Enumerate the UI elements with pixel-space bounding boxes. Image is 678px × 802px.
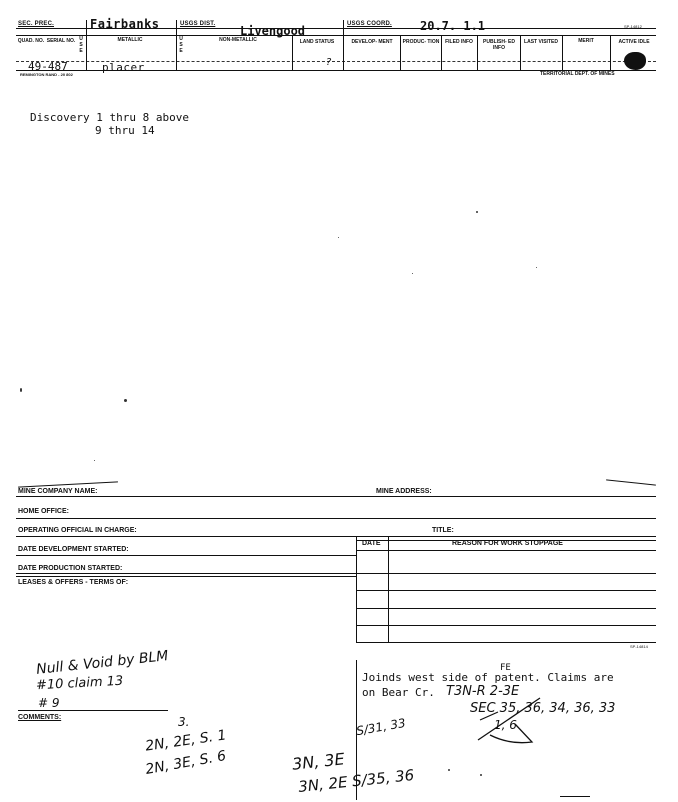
dept-label: TERRITORIAL DEPT. OF MINES — [540, 71, 615, 77]
handwritten-sections: SEC 35, 36, 34, 36, 33 — [470, 701, 616, 716]
nonmetallic-label: NON-METALLIC — [219, 37, 257, 43]
land-status-value: ? — [326, 57, 332, 68]
home-office-label: HOME OFFICE: — [18, 508, 69, 515]
metallic-value: placer — [102, 61, 145, 74]
development-label: DEVELOP- MENT — [351, 39, 393, 45]
filed-info-label: FILED INFO — [445, 39, 473, 45]
production-label: PRODUC- TION — [402, 39, 440, 45]
scan-speck — [476, 211, 478, 213]
usgs-coord-label: USGS COORD. — [347, 21, 392, 27]
scan-speck — [536, 267, 537, 268]
prod-started-label: DATE PRODUCTION STARTED: — [18, 565, 123, 572]
form-number-2: SP-14814 — [630, 644, 648, 649]
handwritten-coord-a1: 3. — [178, 715, 190, 729]
last-visited-label: LAST VISITED — [524, 39, 558, 45]
printer-note: REMINGTON RAND - 20 802 — [20, 72, 73, 77]
handwritten-coord-b3: 3N, 2E S/35, 36 — [297, 765, 415, 797]
scan-speck — [94, 460, 95, 461]
scan-speck — [20, 388, 22, 392]
scan-speck — [338, 237, 339, 238]
scan-speck — [480, 774, 482, 776]
sec-prec-value: Fairbanks — [90, 17, 160, 31]
active-status-dot — [624, 52, 646, 70]
handwritten-coord-b1: S/31, 33 — [355, 715, 407, 739]
sec-prec-label: SEC. PREC. — [18, 21, 55, 27]
land-status-label: LAND STATUS — [299, 39, 335, 45]
dev-started-label: DATE DEVELOPMENT STARTED: — [18, 546, 129, 553]
discovery-line-2: 9 thru 14 — [95, 124, 155, 137]
quad-no-label: QUAD. NO. — [17, 38, 45, 44]
usgs-coord-value: 20.7. 1.1 — [420, 19, 486, 33]
use-label-metallic: U S E — [79, 36, 83, 54]
handwritten-strokes — [470, 690, 560, 750]
usgs-dist-value: Livengood — [240, 24, 306, 38]
handwritten-coord-b2: 3N, 3E — [291, 749, 346, 774]
date-col-label: DATE — [362, 540, 381, 547]
active-idle-label: ACTIVE IDLE — [618, 39, 650, 45]
mine-address-label: MINE ADDRESS: — [376, 488, 432, 495]
scan-speck — [124, 399, 127, 402]
published-info-label: PUBLISH- ED INFO — [483, 39, 515, 51]
merit-label: MERIT — [578, 38, 594, 44]
usgs-dist-label: USGS DIST. — [180, 21, 216, 27]
form-number: SP-14812 — [624, 24, 642, 29]
scan-speck — [448, 769, 450, 771]
metallic-label: METALLIC — [117, 37, 143, 43]
reason-col-label: REASON FOR WORK STOPPAGE — [452, 540, 563, 547]
use-label-nonmetallic: U S E — [179, 36, 183, 54]
operating-official-label: OPERATING OFFICIAL IN CHARGE: — [18, 527, 137, 534]
handwritten-null-void: Null & Void by BLM — [35, 648, 170, 678]
typed-fe: FE — [500, 663, 511, 673]
handwritten-coord-a2: 2N, 2E, S. 1 — [144, 727, 228, 755]
quad-serial-value: 49-487 — [28, 60, 68, 73]
handwritten-number: # 9 — [38, 696, 60, 710]
handwritten-township: T3N-R 2-3E — [446, 684, 520, 699]
handwritten-claim-note: #10 claim 13 — [35, 673, 124, 694]
handwritten-sections-2: 1, 6 — [494, 718, 517, 732]
handwritten-coord-a3: 2N, 3E, S. 6 — [144, 748, 228, 778]
mine-company-label: MINE COMPANY NAME: — [18, 488, 98, 495]
discovery-line-1: Discovery 1 thru 8 above — [30, 111, 189, 124]
leases-label: LEASES & OFFERS - TERMS OF: — [18, 579, 129, 586]
scan-speck — [412, 273, 413, 274]
serial-no-label: SERIAL NO. — [46, 38, 76, 44]
comments-label: COMMENTS: — [18, 714, 62, 721]
typed-note-line-2: on Bear Cr. — [362, 686, 435, 699]
typed-note-line-1: Joinds west side of patent. Claims are — [362, 671, 614, 684]
title-label: TITLE: — [432, 527, 454, 534]
